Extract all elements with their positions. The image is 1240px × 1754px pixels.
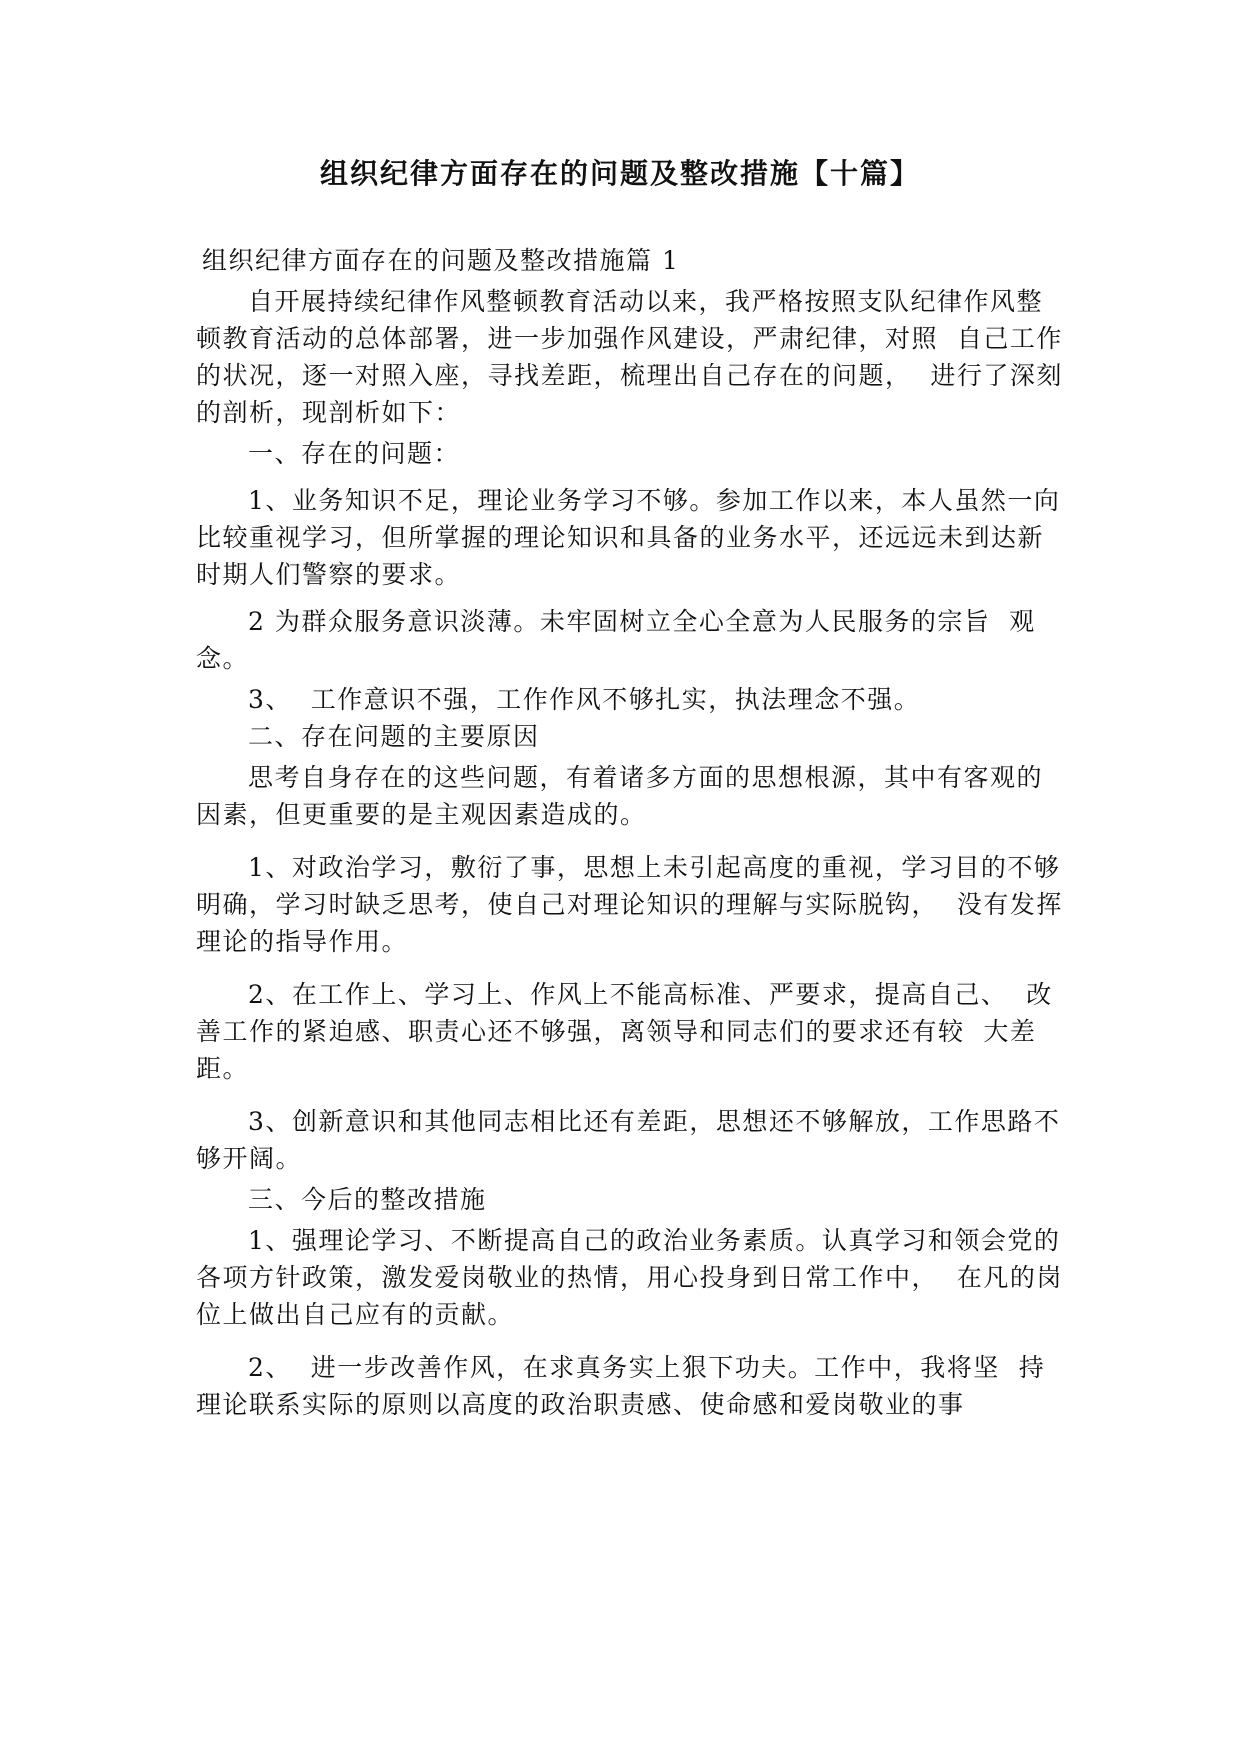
problem-item-3: 3、 工作意识不强，工作作风不够扎实，执法理念不强。 <box>248 685 921 714</box>
cause-item-1: 1、对政治学习，敷衍了事，思想上未引起高度的重视，学习目的不够明确，学习时缺乏思考，使自己对理论知识的理解与实际脱钩， 没有发挥理论的指导作用。 <box>196 853 1063 956</box>
measure-item-2: 2、 进一步改善作风，在求真务实上狠下功夫。工作中，我将坚 持理论联系实际的原则以高度的政治职责感、使命感和爱岗敬业的事 <box>196 1353 1046 1419</box>
heading-problems: 一、存在的问题： <box>248 439 461 468</box>
heading-measures: 三、今后的整改措施 <box>248 1185 487 1214</box>
problem-item-1: 1、业务知识不足，理论业务学习不够。参加工作以来，本人虽然一向比较重视学习，但所掌握的理论知识和具备的业务水平，还远远未到达新时期人们警察的要求。 <box>196 486 1061 589</box>
heading-causes: 二、存在问题的主要原因 <box>248 722 540 751</box>
problem-item-2: 2 为群众服务意识淡薄。未牢固树立全心全意为人民服务的宗旨 观念。 <box>196 607 1036 673</box>
cause-item-2: 2、在工作上、学习上、作风上不能高标准、严要求，提高自己、 改善工作的紧迫感、职责心还不够强，离领导和同志们的要求还有较 大差距。 <box>196 980 1053 1083</box>
document-body <box>196 242 1066 1423</box>
section-subtitle: 组织纪律方面存在的问题及整改措施篇 1 <box>202 246 680 275</box>
measure-item-1: 1、强理论学习、不断提高自己的政治业务素质。认真学习和领会党的各项方针政策，激发爱岗敬业的热情，用心投身到日常工作中， 在凡的岗位上做出自己应有的贡献。 <box>196 1226 1063 1329</box>
document-title: 组织纪律方面存在的问题及整改措施【十篇】 <box>319 157 920 190</box>
paragraph-intro: 自开展持续纪律作风整顿教育活动以来，我严格按照支队纪律作风整顿教育活动的总体部署，进一步加强作风建设，严肃纪律，对照 自己工作的状况，逐一对照入座，寻找差距，梳理出自己存在的问题， 进行了深刻的剖析，现剖析如下： <box>196 287 1063 427</box>
cause-item-3: 3、创新意识和其他同志相比还有差距，思想还不够解放，工作思路不够开阔。 <box>196 1107 1061 1173</box>
paragraph-causes-intro: 思考自身存在的这些问题，有着诸多方面的思想根源，其中有客观的因素，但更重要的是主观因素造成的。 <box>196 763 1044 829</box>
